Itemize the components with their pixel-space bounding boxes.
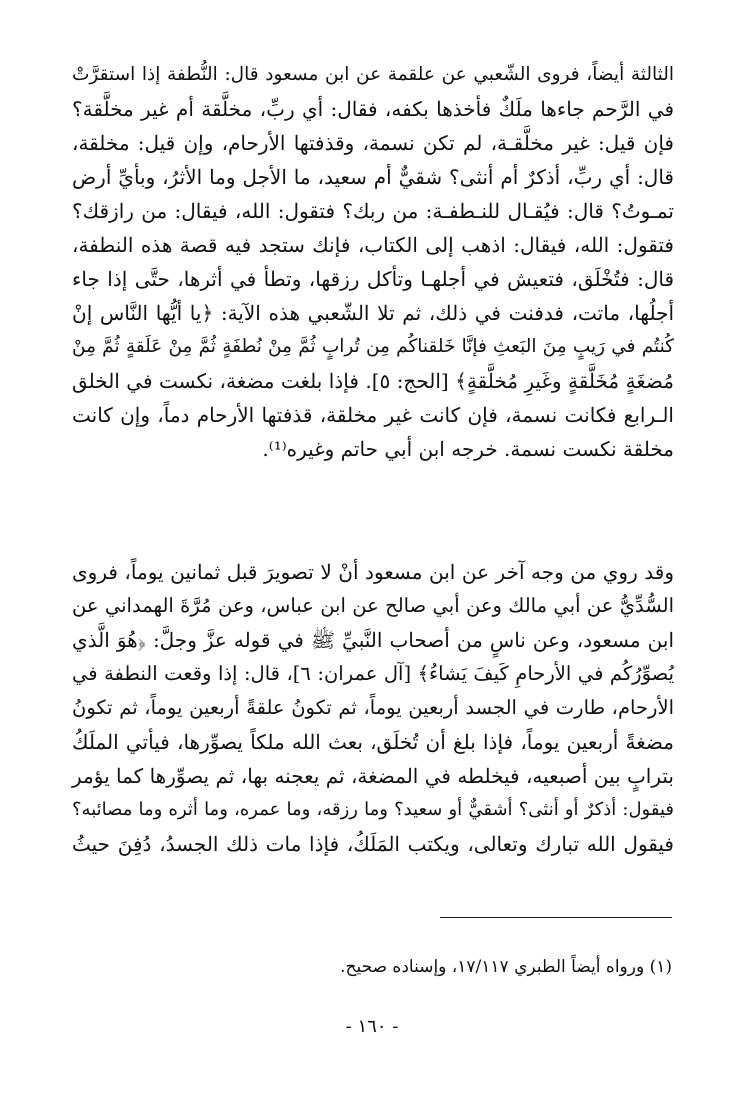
text-line: مخلقة نكست نسمة. خرجه ابن أبي حاتم وغيره⁽¹⁾. <box>262 437 674 461</box>
text-line: الـرابع فكانت نسمة، فإن كانت غير مخلقة، قذفتها الأرحام دماً، وإن كانت <box>72 403 674 427</box>
text-line: مُضغَةٍ مُخَلَّقةٍ وغَيرِ مُخلَّقةٍ﴾ [الحج: ٥]. فإذا بلغت مضغة، نكست في الخلق <box>72 369 674 393</box>
text-line: مضغةً أربعين يوماً، فإذا بلغ أن تُخلَق، بعث الله ملكاً يصوِّرها، فيأتي الملَكُ <box>72 730 674 754</box>
text-line: وقد روي من وجه آخر عن ابن مسعود أنْ لا تصويرَ قبل ثمانين يوماً، فروى <box>72 560 674 584</box>
text-line: فتقول: الله، فيقال: اذهب إلى الكتاب، فإنك ستجد فيه قصة هذه النطفة، <box>72 233 674 257</box>
text-line: الثالثة أيضاً، فروى الشّعبي عن علقمة عن ابن مسعود قال: النُّطفة إذا استقرَّتْ <box>72 64 674 85</box>
text-line: ابن مسعود، وعن ناسٍ من أصحاب النَّبيِّ ﷺ في قوله عزَّ وجلَّ: ﴿هُوَ الَّذي <box>72 628 675 652</box>
text-line: فإن قيل: غير مخلَّقـة، لم تكن نسمة، وقذفتها الأرحام، وإن قيل: مخلقة، <box>72 131 674 155</box>
text-line: فيقول الله تبارك وتعالى، ويكتب المَلَكُ، فإذا مات ذلك الجسدُ، دُفِنَ حيثُ <box>72 832 674 856</box>
page-number: - ١٦٠ - <box>345 1016 399 1037</box>
text-line: بترابٍ بين أصبعيه، فيخلطه في المضغة، ثم يعجنه بها، ثم يصوِّرها كما يؤمر <box>72 764 674 788</box>
text-line: فيقول: أذكرٌ أو أنثى؟ أشقيٌّ أو سعيد؟ وما رزقه، وما عمره، وما أثره وما مصائبه؟ <box>72 799 674 820</box>
footnote-separator <box>440 917 672 918</box>
text-line: في الرَّحم جاءها ملَكٌ فأخذها بكفه، فقال: أي ربِّ، مخلَّقة أم غير مخلَّقة؟ <box>72 97 674 121</box>
text-line: السُّدِّيُّ عن أبي مالك وعن أبي صالح عن ابن عباس، وعن مُرَّةَ الهمداني عن <box>72 594 674 617</box>
footnote: (١) ورواه أيضاً الطبري ١٧/١١٧، وإسناده صحيح. <box>340 957 672 977</box>
text-line: تمـوتُ؟ قال: فيُقـال للنـطفـة: من ربك؟ فتقول: الله، فيقال: من رازقك؟ <box>72 199 674 223</box>
text-line: الأرحام، طارت في الجسد أربعين يوماً، ثم تكونُ علقةً أربعين يوماً، ثم تكونُ <box>72 696 674 719</box>
text-line: قال: فتُخْلَق، فتعيش في أجلهـا وتأكل رزقها، وتطأ في أثرها، حتَّى إذا جاء <box>72 267 674 291</box>
text-line: يُصوِّرُكُم في الأرحامِ كَيفَ يَشاءُ﴾ [آل عمران: ٦]، قال: إذا وقعت النطفة في <box>72 662 674 685</box>
text-line: كُنتُم في رَيبٍ مِنَ البَعثِ فإنَّا خَلقناكُم مِن تُرابٍ ثُمَّ مِنْ نُطفَةٍ ثُمَّ مِنْ عَلَقةٍ ثُمَّ مِنْ <box>72 336 674 357</box>
text-line: أجلُها، ماتت، فدفنت في ذلك، ثم تلا الشّعبي هذه الآية: ﴿يا أيُّها النَّاس إنْ <box>72 301 674 325</box>
text-line: قال: أي ربِّ، أذكرٌ أم أنثى؟ شقيٌّ أم سعيد، ما الأجل وما الأثرُ، وبأيِّ أرض <box>72 165 674 189</box>
